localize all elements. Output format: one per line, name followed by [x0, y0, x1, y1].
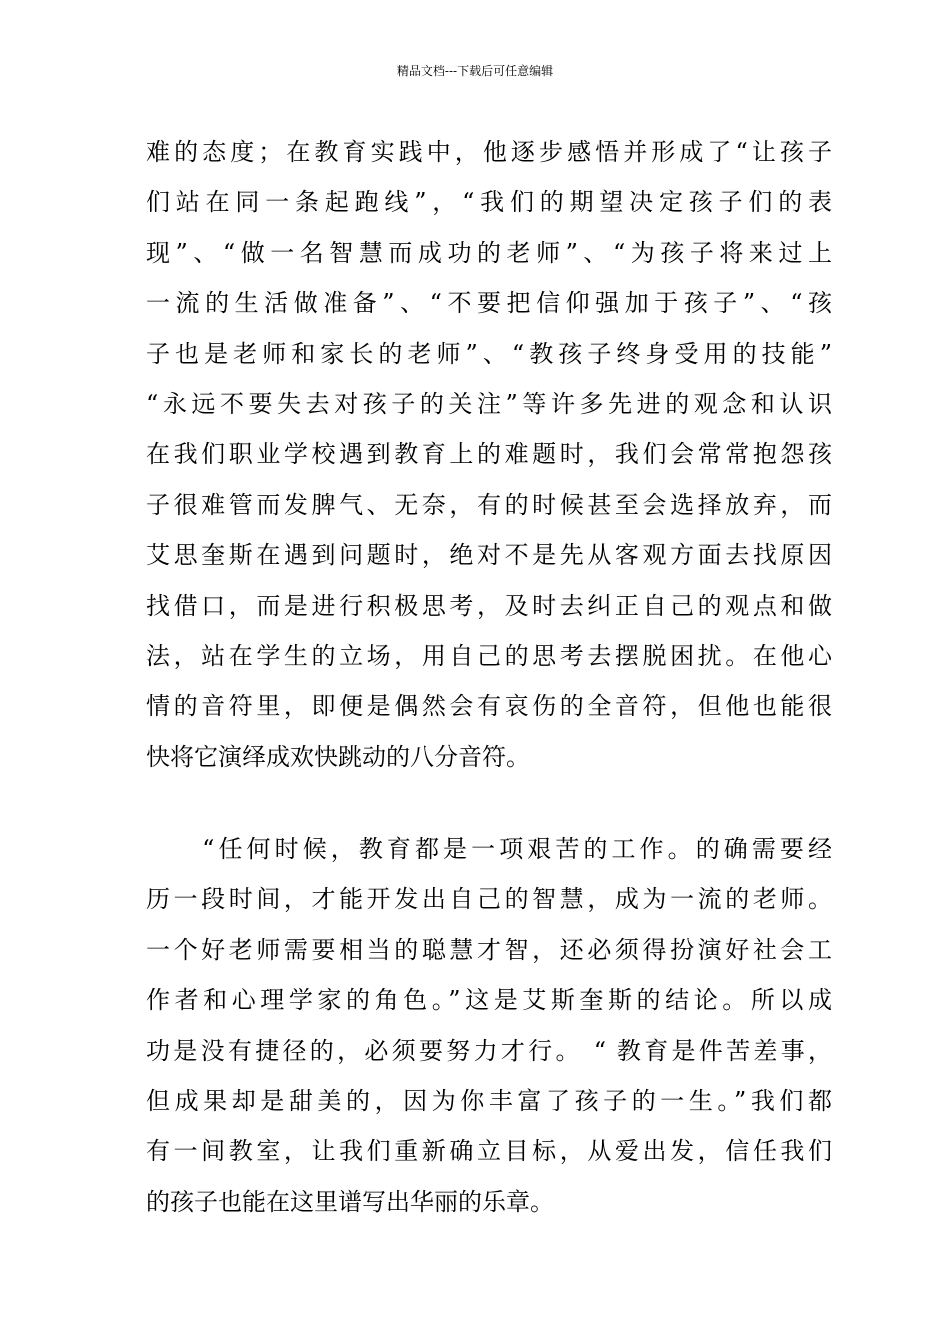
- text-line: 现”、“做一名智慧而成功的老师”、“为孩子将来过上: [146, 238, 832, 267]
- text-line: 情的音符里，即便是偶然会有哀伤的全音符，但他也能很: [146, 692, 832, 721]
- text-line: 快将它演绎成欢快跳动的八分音符。: [146, 742, 530, 771]
- text-line: 子也是老师和家长的老师”、“教孩子终身受用的技能”: [146, 339, 832, 368]
- text-line: 子很难管而发脾气、无奈，有的时候甚至会选择放弃，而: [146, 490, 832, 519]
- text-line: 一流的生活做准备”、“不要把信仰强加于孩子”、“孩: [146, 289, 832, 318]
- page-header: 精品文档---下载后可任意编辑: [396, 64, 554, 78]
- text-line: 历一段时间，才能开发出自己的智慧，成为一流的老师。: [146, 885, 832, 914]
- text-line: “永远不要失去对孩子的关注”等许多先进的观念和认识: [146, 389, 832, 418]
- text-line: 法，站在学生的立场，用自己的思考去摆脱困扰。在他心: [146, 641, 832, 670]
- paragraph: [146, 824, 832, 1227]
- text-line: 找借口，而是进行积极思考，及时去纠正自己的观点和做: [146, 591, 832, 620]
- text-line: “任何时候，教育都是一项艰苦的工作。的确需要经: [146, 835, 832, 863]
- text-line: 的孩子也能在这里谱写出华丽的乐章。: [146, 1187, 554, 1216]
- text-line: 作者和心理学家的角色。”这是艾斯奎斯的结论。所以成: [146, 986, 832, 1015]
- text-line: 难的态度；在教育实践中，他逐步感悟并形成了“让孩子: [146, 138, 832, 166]
- text-line: 功是没有捷径的，必须要努力才行。 “ 教育是件苦差事，: [146, 1036, 832, 1065]
- paragraph: [146, 127, 832, 782]
- text-line: 但成果却是甜美的，因为你丰富了孩子的一生。”我们都: [146, 1086, 832, 1115]
- text-line: 有一间教室，让我们重新确立目标，从爱出发，信任我们: [146, 1137, 832, 1166]
- text-line: 们站在同一条起跑线”，“我们的期望决定孩子们的表: [146, 188, 832, 217]
- text-line: 在我们职业学校遇到教育上的难题时，我们会常常抱怨孩: [146, 440, 832, 469]
- text-line: 一个好老师需要相当的聪慧才智，还必须得扮演好社会工: [146, 935, 832, 964]
- text-line: 艾思奎斯在遇到问题时，绝对不是先从客观方面去找原因: [146, 541, 832, 570]
